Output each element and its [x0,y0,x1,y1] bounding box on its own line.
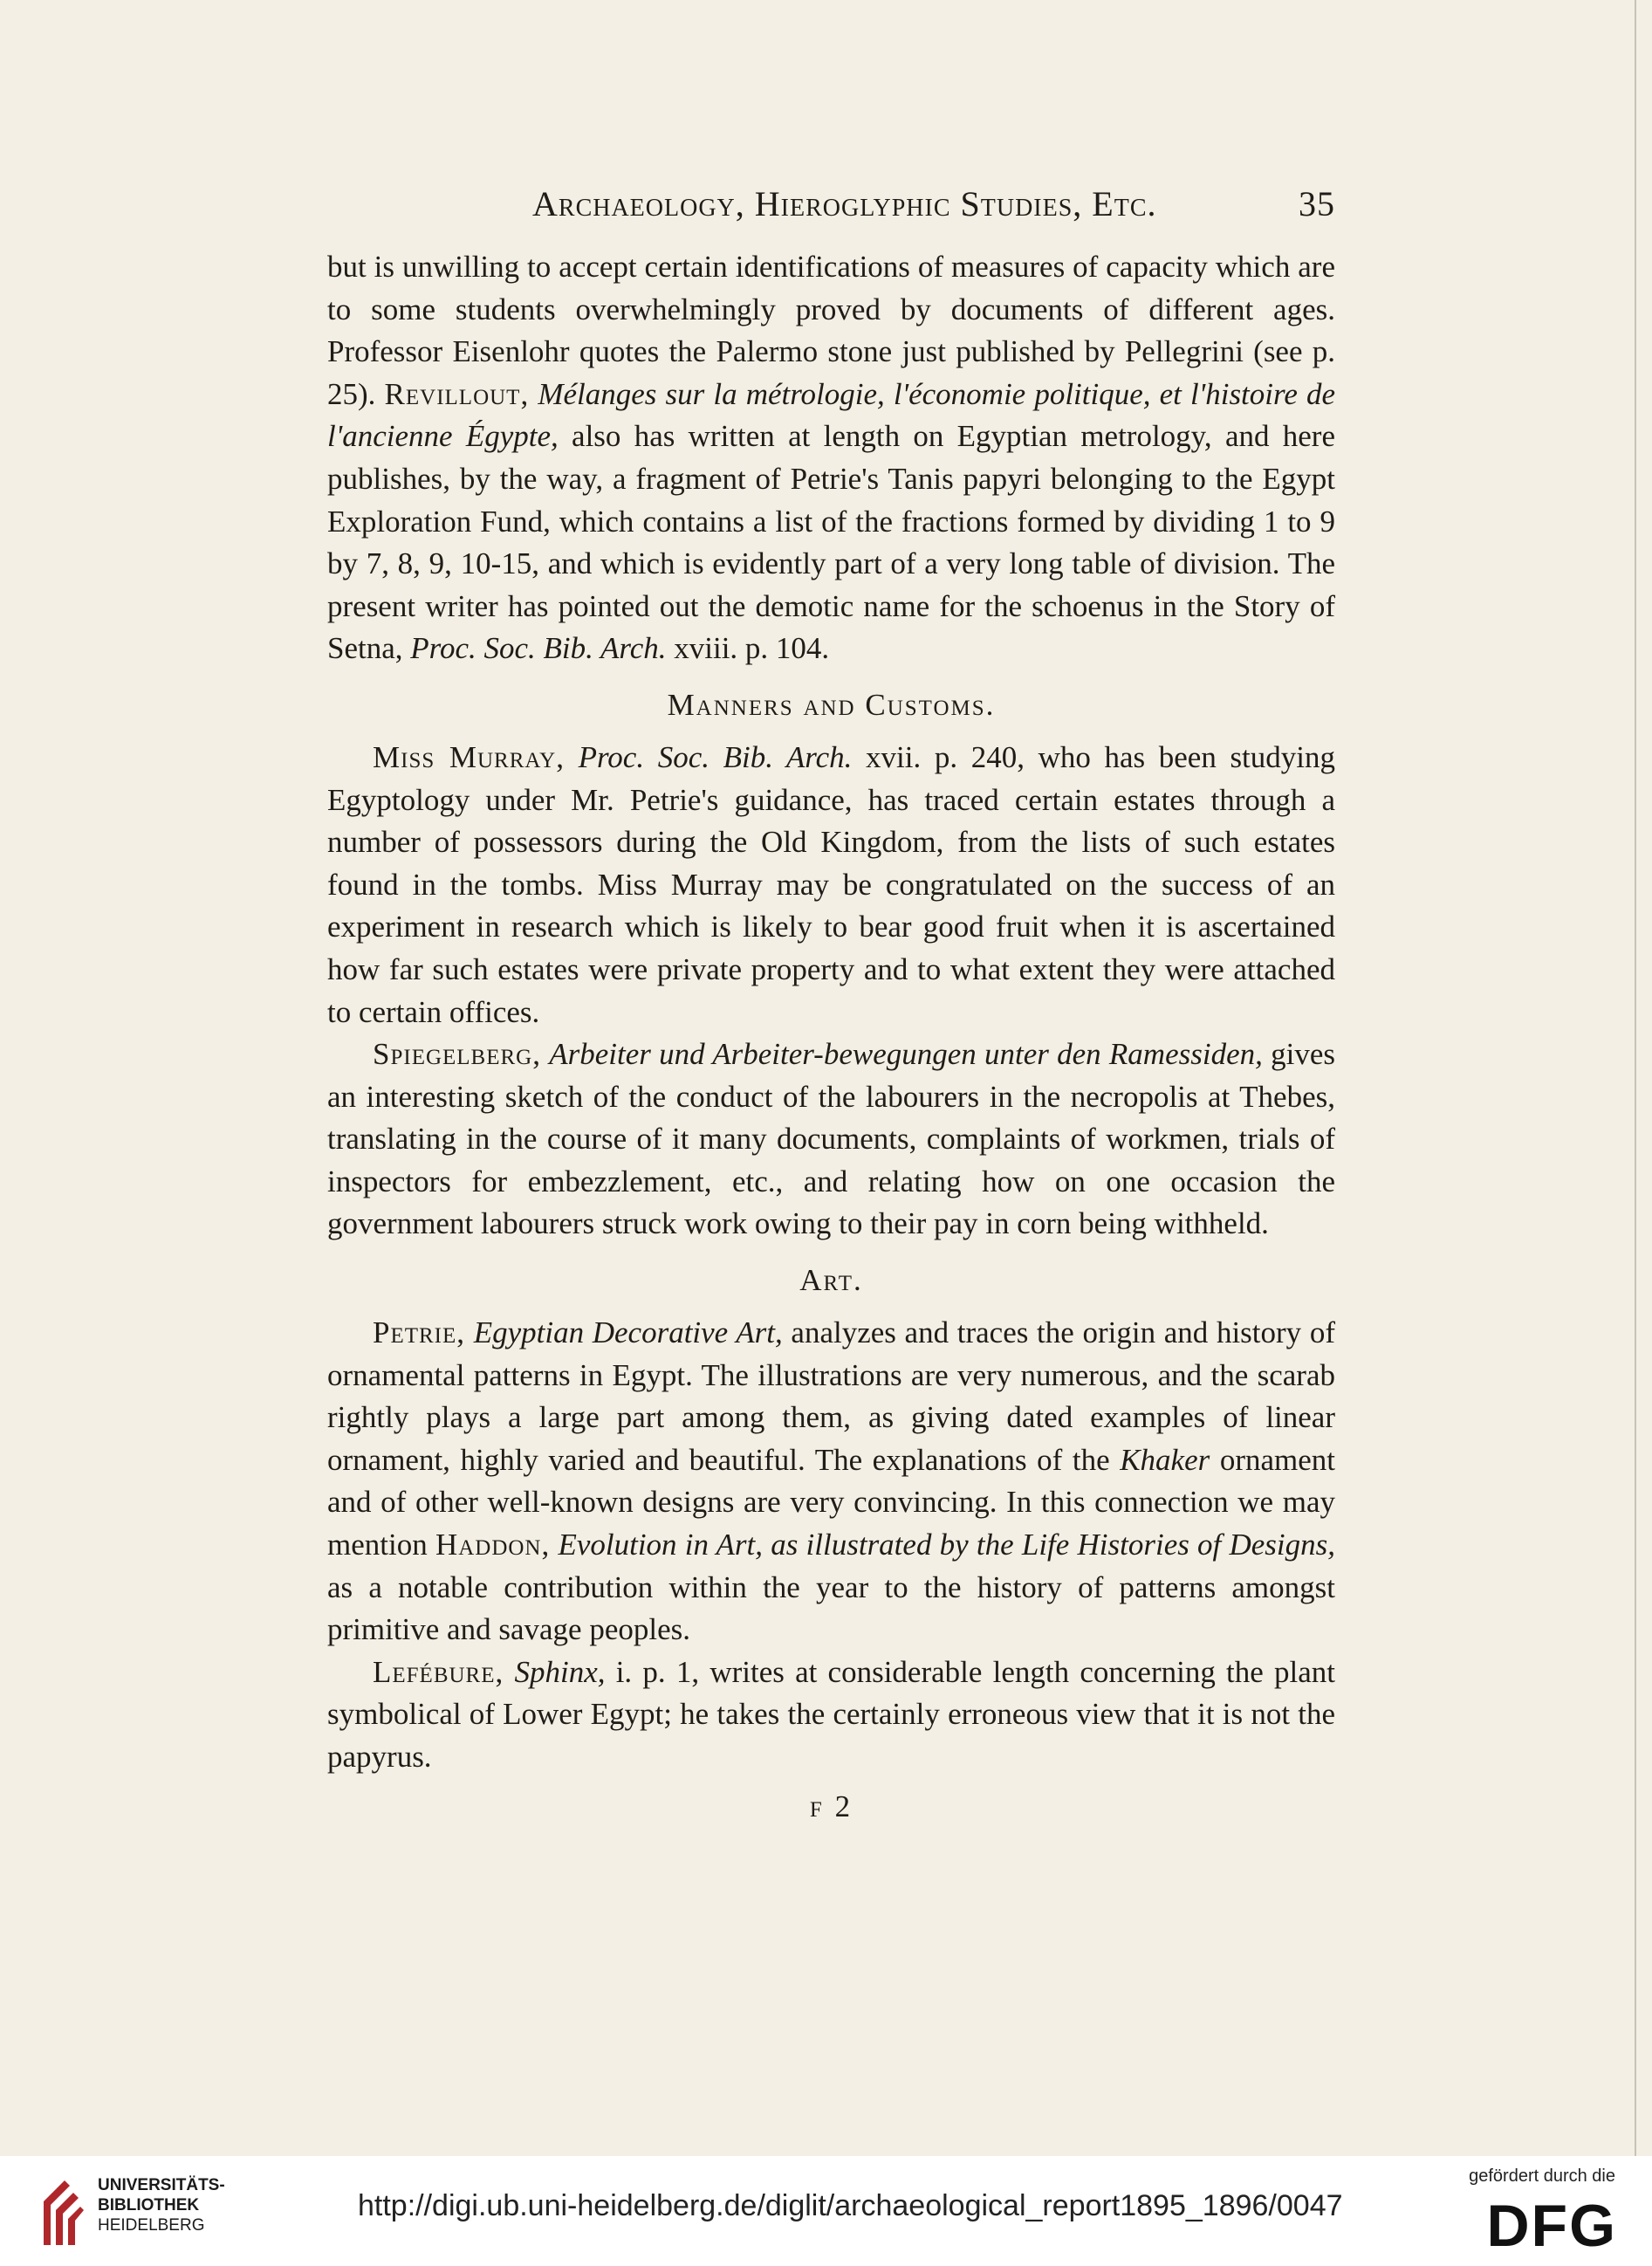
running-head-title: Archaeology, Hieroglyphic Studies, Etc. [532,184,1157,223]
digitization-footer [0,2156,1652,2266]
library-logo-icon [35,2175,86,2250]
title-evolution-in-art: Evolution in Art, as illustrated by the Life Histories of Designs, [558,1528,1336,1562]
section-heading-art: Art. [799,1263,863,1298]
paragraph-metrology: but is unwilling to accept certain identifications of measures of capacity which are to some students overwhelmingly proved by documents of different ages. Professor Eisenlohr quotes the Palermo stone just published by Pellegrini (see p. 25). Revillout, Mélanges sur la métrologie, l'économie politique, et l'histoire de l'ancienne Égypte, also has written at length on Egyptian metrology, and here publishes, by the way, a fragment of Petrie's Tanis papyri belonging to the Egypt Exploration Fund, which contains a list of the fractions formed by dividing 1 to 9 by 7, 8, 9, 10-15, and which is evidently part of a very long table of division. The present writer has pointed out the demotic name for the schoenus in the Story of Setna, Proc. Soc. Bib. Arch. xviii. p. 104. [327,250,1336,666]
title-arbeiter: Arbeiter und Arbeiter-bewegungen unter den Ramessiden, [549,1037,1263,1072]
paragraph-lefebure: Lefébure, Sphinx, i. p. 1, writes at considerable length concerning the plant symbolical of Lower Egypt; he takes the certainly erroneous view that it is not the papyrus. [327,1654,1335,1774]
page-edge [1635,0,1636,2156]
author-haddon: Haddon, [435,1528,551,1562]
funded-by-label: gefördert durch die [1469,2166,1615,2186]
author-revillout: Revillout, [384,376,530,411]
signature-mark: f 2 [809,1789,853,1823]
paragraph-spiegelberg: Spiegelberg, Arbeiter und Arbeiter-bewegungen unter den Ramessiden, gives an interesting sketch of the conduct of the labourers in the necropolis at Thebes, translating in the course of it many documents, complaints of workmen, trials of inspectors for embezzlement, etc., and relating how on one occasion the government labourers struck work owing to their pay in corn being withheld. [327,1037,1336,1241]
author-spiegelberg: Spiegelberg, [373,1037,541,1072]
page-number: 35 [1299,184,1335,223]
library-name: UNIVERSITÄTS- BIBLIOTHEK HEIDELBERG [98,2176,225,2235]
body-text [327,246,1335,1828]
term-khaker: Khaker [1120,1442,1210,1477]
author-murray: Miss Murray, [373,739,565,774]
ref-proc-soc: Proc. Soc. Bib. Arch. [410,631,667,666]
title-melanges: Mélanges sur la métrologie, l'économie politique, et l'histoire de l'ancienne Égypte, [327,376,1336,454]
paragraph-murray: Miss Murray, Proc. Soc. Bib. Arch. xvii. p. 240, who has been studying Egyptology under Mr. Petrie's guidance, has traced certain estates through a number of possessors during the Old Kingdom, from the lists of such estates found in the tombs. Miss Murray may be congratulated on the success of an experiment in research which is likely to bear good fruit when it is ascertained how far such estates were private property and to what extent they were attached to certain offices. [327,739,1336,1029]
dfg-logo: DFG [1486,2193,1617,2259]
ref-proc-soc-2: Proc. Soc. Bib. Arch. [578,739,853,774]
title-sphinx: Sphinx, [514,1654,606,1689]
permalink-url[interactable]: http://digi.ub.uni-heidelberg.de/diglit/archaeological_report1895_1896/0047 [358,2189,1343,2222]
author-lefebure: Lefébure, [373,1654,504,1689]
title-decorative-art: Egyptian Decorative Art, [473,1315,783,1350]
paragraph-petrie: Petrie, Egyptian Decorative Art, analyzes and traces the origin and history of ornamental patterns in Egypt. The illustrations are very numerous, and the scarab rightly plays a large part among them, as giving dated examples of linear ornament, highly varied and beautiful. The explanations of the Khaker ornament and of other well-known designs are very convincing. In this connection we may mention Haddon, Evolution in Art, as illustrated by the Life Histories of Designs, as a notable contribution within the year to the history of patterns amongst primitive and savage peoples. [327,1315,1336,1647]
running-head [327,183,1335,236]
author-petrie: Petrie, [373,1315,466,1350]
section-heading-manners: Manners and Customs. [667,687,996,722]
